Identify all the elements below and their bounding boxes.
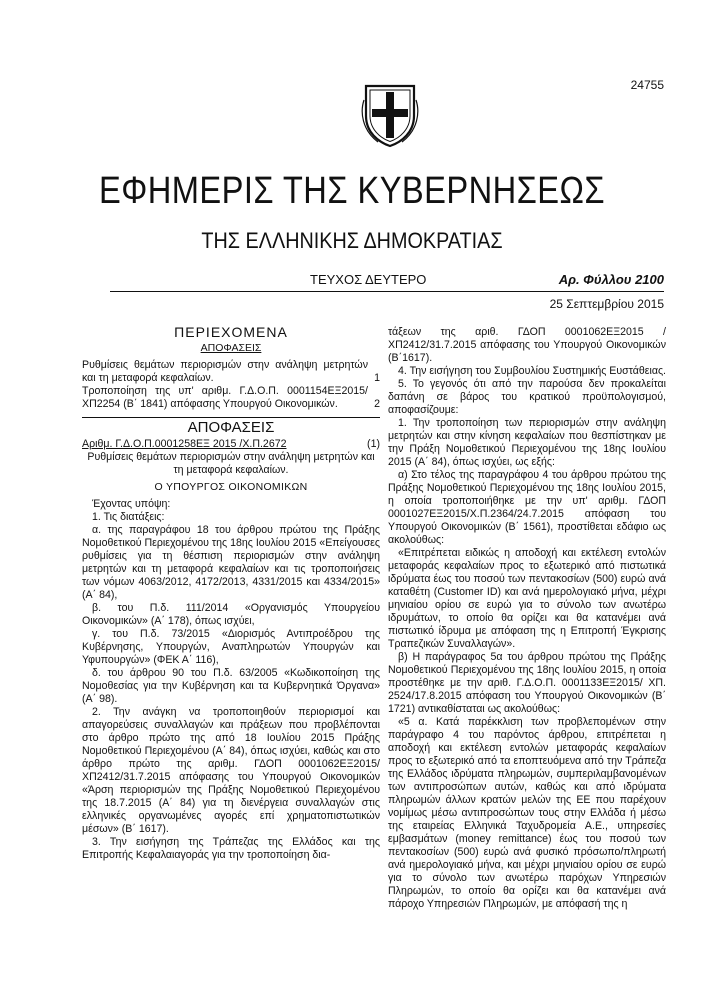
left-paragraph: 3. Την εισήγηση της Τράπεζας της Ελλάδος και της Επιτροπής Κεφαλαιαγοράς για την τροποποίηση δια- xyxy=(82,836,380,861)
decision-subject: Ρυθμίσεις θεμάτων περιορισμών στην ανάληψη μετρητών και τη μεταφορά κεφαλαίων. xyxy=(87,451,375,476)
right-paragraph: τάξεων της αριθ. ΓΔΟΠ 0001062ΕΞ2015 /ΧΠ2412/31.7.2015 απόφασης του Υπουργού Οικονομικών (Β΄1617). xyxy=(388,326,666,364)
right-paragraph: «Επιτρέπεται ειδικώς η αποδοχή και εκτέλεση εντολών μεταφοράς κεφαλαίων προς το εξωτερικό από πιστωτικά ιδρύματα έως του ποσού των πεντακοσίων (500) ευρώ ανά καταθέτη (Customer ID) και ανά ημερολογιακό μήνα, μέχρι μηνιαίου ορίου σε ευρώ για το σύνολο των ανωτέρω ιδρυμάτων, το οποίο θα ορίζει και θα κατανέμει ανά πιστωτικό ίδρυμα με απόφαση της η Επιτροπή Έγκρισης Τραπεζικών Συναλλαγών». xyxy=(388,547,666,650)
series-label: ΤΕΥΧΟΣ ΔΕΥΤΕΡΟ xyxy=(310,272,427,287)
right-paragraph: β) Η παράγραφος 5α του άρθρου πρώτου της Πράξης Νομοθετικού Περιεχομένου της 18ης Ιουλίου 2015, η οποία προστέθηκε με την αριθ. Γ.Δ.Ο.Π. 0001133ΕΞ2015/ ΧΠ. 2524/17.8.2015 απόφαση του Υπουργού Οικονομικών (Β΄ 1721) αντικαθίσταται ως ακολούθως: xyxy=(388,651,666,715)
left-paragraph: 1. Τις διατάξεις: xyxy=(92,511,165,523)
greek-coat-of-arms-icon xyxy=(360,82,420,148)
toc-item[interactable] xyxy=(82,385,380,411)
right-paragraph: α) Στο τέλος της παραγράφου 4 του άρθρου πρώτου της Πράξης Νομοθετικού Περιεχομένου της 18ης Ιουλίου 2015, η οποία τροποποιήθηκε με την υπ' αριθμ. ΓΔΟΠ 0001027ΕΞ2015/Χ.Π.2364/24.7.2015 απόφαση του Υπουργού Οικονομικών (Β΄ 1561), προστίθεται εδάφιο ως ακολούθως: xyxy=(388,469,666,546)
gazette-subtitle: ΤΗΣ ΕΛΛΗΝΙΚΗΣ ΔΗΜΟΚΡΑΤΙΑΣ xyxy=(201,228,503,253)
decision-index: (1) xyxy=(367,438,380,450)
left-paragraph: δ. του άρθρου 90 του Π.δ. 63/2005 «Κωδικοποίηση της Νομοθεσίας για την Κυβέρνηση και τα Κυβερνητικά Όργανα» (Α΄ 98). xyxy=(82,667,380,705)
left-paragraph: β. του Π.δ. 111/2014 «Οργανισμός Υπουργείου Οικονομικών» (Α΄ 178), όπως ισχύει, xyxy=(82,602,380,627)
issue-date: 25 Σεπτεμβρίου 2015 xyxy=(549,297,664,311)
left-column xyxy=(82,326,380,862)
right-paragraph: 5. Το γεγονός ότι από την παρούσα δεν προκαλείται δαπάνη σε βάρος του κρατικού προϋπολογισμού, αποφασίζουμε: xyxy=(388,378,666,416)
left-paragraph: Έχοντας υπόψη: xyxy=(92,498,171,510)
minister-heading: Ο ΥΠΟΥΡΓΟΣ ΟΙΚΟΝΟΜΙΚΩΝ xyxy=(154,481,308,493)
decision-number-line xyxy=(82,438,380,451)
toc-subtitle: ΑΠΟΦΑΣΕΙΣ xyxy=(200,342,262,354)
gazette-title: ΕΦΗΜΕΡΙΣ ΤΗΣ ΚΥΒΕΡΝΗΣΕΩΣ xyxy=(98,170,606,212)
toc-item-page: 2 xyxy=(374,398,380,410)
sheet-number: Αρ. Φύλλου 2100 xyxy=(558,272,664,287)
header-rule xyxy=(110,291,664,292)
left-paragraph: γ. του Π.δ. 73/2015 «Διορισμός Αντιπροέδρου της Κυβέρνησης, Υπουργών, Αναπληρωτών Υπουργών και Υφυπουργών» (ΦΕΚ Α΄ 116), xyxy=(82,628,380,666)
toc-item-text: Τροποποίηση της υπ' αριθμ. Γ.Δ.Ο.Π. 0001154ΕΞ2015/ ΧΠ2254 (Β΄ 1841) απόφασης Υπουργού Οικονομικών. xyxy=(82,385,368,410)
right-column xyxy=(388,326,666,911)
toc-item-page: 1 xyxy=(374,372,380,384)
decisions-heading: ΑΠΟΦΑΣΕΙΣ xyxy=(82,417,380,434)
toc-title: ΠΕΡΙΕΧΟΜΕΝΑ xyxy=(174,324,288,340)
right-paragraph: 4. Την εισήγηση του Συμβουλίου Συστημικής Ευστάθειας. xyxy=(398,365,666,377)
left-paragraph: 2. Την ανάγκη να τροποποιηθούν περιορισμοί και απαγορεύσεις συναλλαγών και πράξεων που προβλέπονται στο άρθρο πρώτο της από 18 Ιουλίου 2015 Πράξης Νομοθετικού Περιεχομένου (Α΄ 84), όπως ισχύει, καθώς και στο άρθρο πρώτο της αριθμ. ΓΔΟΠ 0001062ΕΞ2015/ ΧΠ2412/31.7.2015 απόφασης του Υπουργού Οικονομικών «Άρση περιορισμών της Πράξης Νομοθετικού Περιεχομένου της 18.7.2015 (Α΄ 84) για τη διενέργεια συναλλαγών στις ελληνικές οργανωμένες αγορές επί χρηματοπιστωτικών μέσων» (Β΄ 1617). xyxy=(82,706,380,835)
page-number: 24755 xyxy=(630,78,664,92)
left-paragraph: α. της παραγράφου 18 του άρθρου πρώτου της Πράξης Νομοθετικού Περιεχομένου της 18ης Ιουλίου 2015 «Επείγουσες ρυθμίσεις για τη θέσπιση περιορισμών στην ανάληψη μετρητών και τη μεταφορά κεφαλαίων και τις τροποποιήσεις των νόμων 4063/2012, 4172/2013, 4331/2015 και 4334/2015» (Α΄ 84), xyxy=(82,524,380,601)
right-paragraph: «5 α. Κατά παρέκκλιση των προβλεπομένων στην παράγραφο 4 του παρόντος άρθρου, επιτρέπεται η αποδοχή και εκτέλεση εντολών μεταφοράς κεφαλαίων προς το εξωτερικό από τα εποπτευόμενα από την Τράπεζα της Ελλάδος ιδρύματα πληρωμών, συμπεριλαμβανομένων των αντιπροσώπων αυτών, καθώς και από ιδρύματα πληρωμών άλλων κρατών μελών της ΕΕ που παρέχουν νομίμως μέσω αντιπροσώπων τους στην Ελλάδα ή μέσω της εταιρείας Ελληνικά Ταχυδρομεία Α.Ε., υπηρεσίες εμβασμάτων (money remittance) έως του ποσού των πεντακοσίων (500) ευρώ ανά φυσικό πρόσωπο/πληρωτή ανά ημερολογιακό μήνα, και μέχρι μηνιαίου ορίου σε ευρώ για το σύνολο των ανωτέρω παρόχων Υπηρεσιών Πληρωμών, το οποίο θα ορίζει και θα κατανέμει ανά πάροχο Υπηρεσιών Πληρωμών, με απόφασή της η xyxy=(388,716,666,910)
toc-item-text: Ρυθμίσεις θεμάτων περιορισμών στην ανάληψη μετρητών και τη μεταφορά κεφαλαίων. xyxy=(82,359,368,384)
right-paragraph: 1. Την τροποποίηση των περιορισμών στην ανάληψη μετρητών και στην κίνηση κεφαλαίων που θεσπίστηκαν με την Πράξη Νομοθετικού Περιεχομένου της 18ης Ιουλίου 2015 (Α΄ 84), όπως ισχύει, ως εξής: xyxy=(388,417,666,468)
decision-number: Αριθμ. Γ.Δ.Ο.Π.0001258ΕΞ 2015 /Χ.Π.2672 xyxy=(82,438,287,450)
toc-item[interactable] xyxy=(82,359,380,385)
